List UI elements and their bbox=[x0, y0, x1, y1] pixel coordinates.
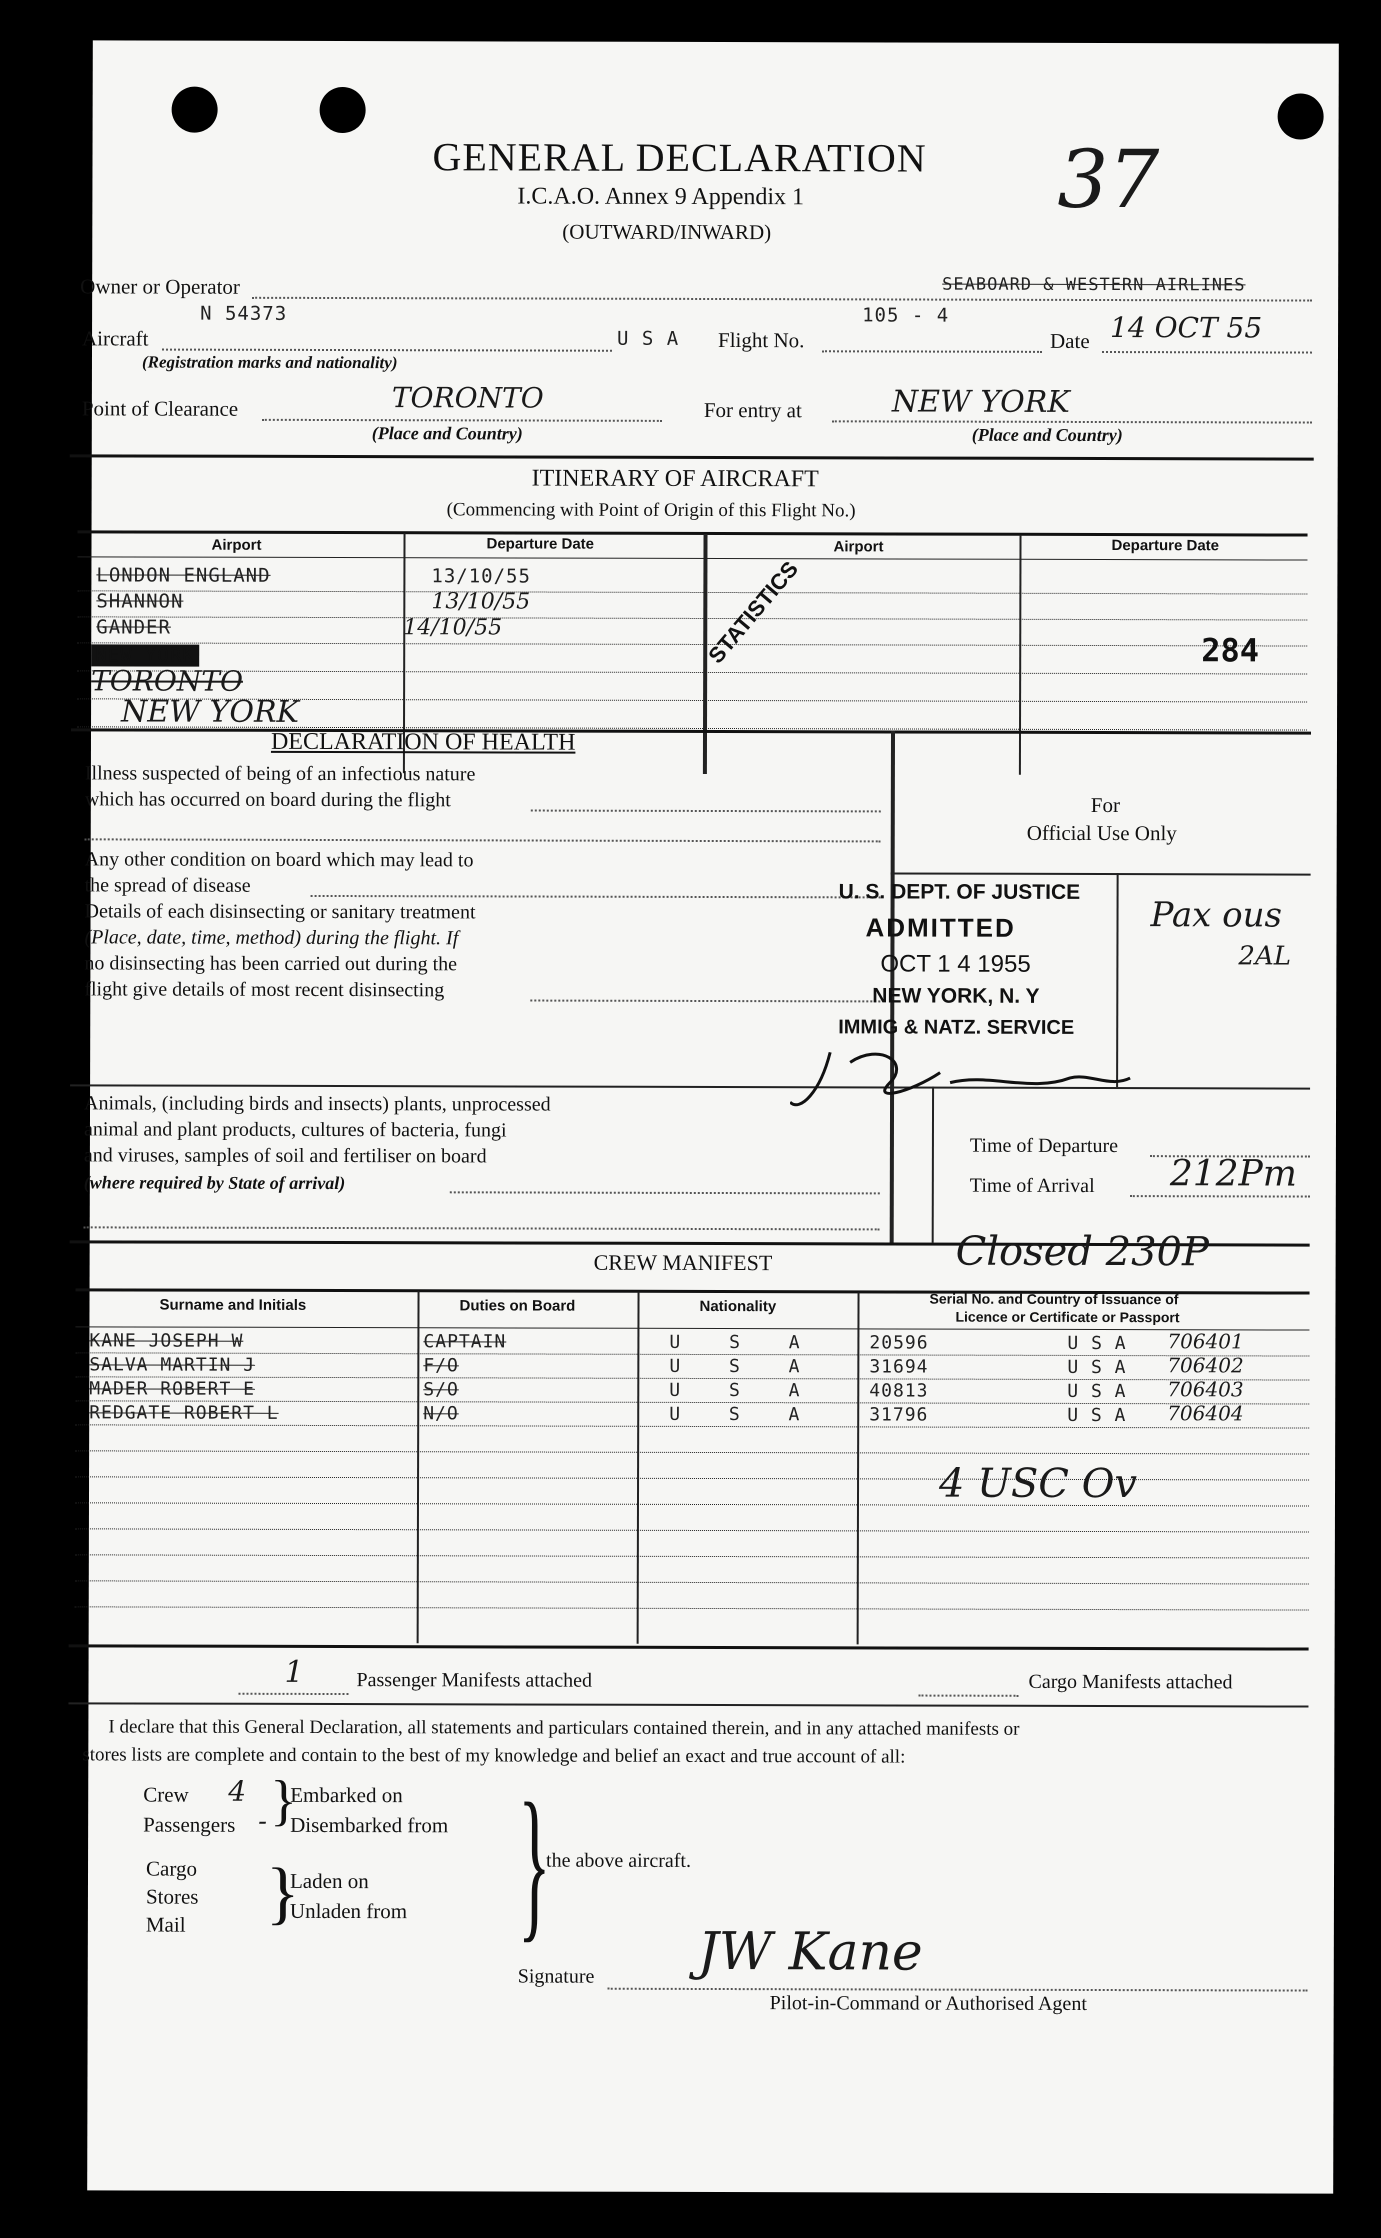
crew-serial-4: 31796 bbox=[869, 1404, 929, 1426]
flight-label: Flight No. bbox=[718, 328, 805, 353]
form-title: GENERAL DECLARATION bbox=[432, 134, 927, 181]
signature-label: Signature bbox=[517, 1965, 595, 1988]
above-aircraft-label: the above aircraft. bbox=[546, 1849, 692, 1872]
health-q1-line2: which has occurred on board during the flight bbox=[84, 788, 451, 812]
crew-nat-2: U S A bbox=[669, 1355, 801, 1378]
official-hand-note-2: 2AL bbox=[1238, 941, 1292, 972]
health-q1-dots-2 bbox=[85, 838, 881, 842]
unladen-label: Unladen from bbox=[289, 1898, 408, 1924]
disembarked-label: Disembarked from bbox=[290, 1812, 449, 1838]
health-q1-dots bbox=[531, 810, 881, 813]
col-airport-1: Airport bbox=[211, 536, 262, 554]
itin-airport-6: NEW YORK bbox=[121, 694, 300, 730]
itin-row-rule-1 bbox=[77, 556, 1307, 560]
cargo-manifest-label: Cargo Manifests attached bbox=[1028, 1670, 1233, 1694]
crew-divider-2 bbox=[637, 1292, 640, 1644]
itin-date-3: 14/10/55 bbox=[403, 615, 503, 641]
crew-title: CREW MANIFEST bbox=[593, 1249, 773, 1276]
health-q4-line3: and viruses, samples of soil and fertiliser on board bbox=[83, 1144, 487, 1168]
crew-count-label: Crew bbox=[143, 1782, 189, 1807]
clearance-label: Point of Clearance bbox=[81, 396, 239, 421]
crew-duty-4: N/O bbox=[423, 1403, 459, 1425]
itin-date-1: 13/10/55 bbox=[431, 565, 531, 588]
itin-row-rule-4 bbox=[77, 642, 1307, 646]
owner-dots bbox=[252, 297, 1312, 302]
crew-serial-3: 40813 bbox=[869, 1380, 929, 1402]
itinerary-top-rule bbox=[70, 454, 1314, 460]
crew-nat-4: U S A bbox=[669, 1403, 801, 1426]
crew-hand-total: 4 USC Ov bbox=[938, 1460, 1138, 1508]
cargo-count-dots bbox=[918, 1695, 1018, 1697]
embarked-label: Embarked on bbox=[290, 1782, 403, 1808]
arrival-dots bbox=[1130, 1195, 1310, 1197]
date-value: 14 OCT 55 bbox=[1110, 311, 1263, 345]
official-hand-note-1: Pax ous bbox=[1150, 895, 1283, 936]
health-q4-line2: animal and plant products, cultures of bacteria, fungi bbox=[83, 1118, 507, 1142]
col-date-2: Departure Date bbox=[1111, 537, 1220, 555]
official-rule bbox=[891, 872, 1311, 875]
crew-name-3: MADER ROBERT E bbox=[89, 1378, 256, 1400]
punch-hole-left-1 bbox=[172, 87, 218, 133]
crew-nat-1: U S A bbox=[669, 1331, 801, 1354]
registration-note: (Registration marks and nationality) bbox=[141, 352, 398, 373]
crew-row-rule-9 bbox=[75, 1554, 1309, 1558]
entry-label: For entry at bbox=[703, 397, 802, 423]
health-q3-line4: flight give details of most recent disinsecting bbox=[84, 978, 445, 1002]
itin-airport-3: GANDER bbox=[96, 616, 171, 639]
itin-airport-5: TORONTO bbox=[91, 664, 243, 698]
health-q4-line4: (where required by State of arrival) bbox=[83, 1172, 346, 1194]
date-dots bbox=[1102, 351, 1312, 354]
health-q4-dots-2 bbox=[84, 1226, 880, 1230]
pilot-label: Pilot-in-Command or Authorised Agent bbox=[769, 1992, 1087, 2015]
passenger-count: 1 bbox=[284, 1654, 304, 1690]
brace-crew: } bbox=[270, 1769, 298, 1832]
crew-hand-3: 706403 bbox=[1167, 1377, 1244, 1402]
crew-hand-4: 706404 bbox=[1167, 1401, 1244, 1426]
itinerary-subtitle: (Commencing with Point of Origin of this Flight No.) bbox=[446, 499, 856, 522]
crew-nat-3: U S A bbox=[669, 1379, 801, 1402]
arrival-value: 212Pm bbox=[1169, 1153, 1297, 1195]
time-box-divider bbox=[932, 1087, 934, 1243]
aircraft-value: N 54373 bbox=[200, 302, 288, 325]
official-label-2: Official Use Only bbox=[1026, 820, 1177, 846]
health-q4-dots bbox=[450, 1191, 880, 1194]
form-direction: (OUTWARD/INWARD) bbox=[562, 219, 772, 245]
itin-date-2: 13/10/55 bbox=[431, 589, 531, 615]
health-q2-line2: the spread of disease bbox=[84, 874, 251, 897]
stamp-line-1: U. S. DEPT. OF JUSTICE bbox=[838, 880, 1081, 904]
crew-duty-3: S/O bbox=[423, 1379, 459, 1401]
passenger-count-dots bbox=[238, 1693, 348, 1695]
closed-note: Closed 230P bbox=[955, 1228, 1209, 1276]
itinerary-number: 284 bbox=[1201, 631, 1260, 670]
crew-hand-1: 706401 bbox=[1167, 1329, 1244, 1354]
manifests-top-rule bbox=[69, 1644, 1309, 1650]
punch-hole-right bbox=[1278, 93, 1324, 139]
passengers-count-value: - bbox=[258, 1806, 267, 1837]
itin-row-rule-3 bbox=[77, 616, 1307, 620]
col-date-1: Departure Date bbox=[486, 535, 595, 553]
crew-country-3: U S A bbox=[1067, 1380, 1127, 1403]
official-label-1: For bbox=[1090, 792, 1121, 818]
place-note-clearance: (Place and Country) bbox=[371, 423, 523, 444]
crew-col-serial-1: Serial No. and Country of Issuance of bbox=[929, 1290, 1179, 1308]
crew-count-value: 4 bbox=[228, 1774, 247, 1808]
arrival-label: Time of Arrival bbox=[969, 1174, 1095, 1197]
crew-serial-2: 31694 bbox=[869, 1356, 929, 1378]
crew-col-nationality: Nationality bbox=[699, 1297, 777, 1316]
crew-hand-2: 706402 bbox=[1167, 1353, 1244, 1378]
laden-label: Laden on bbox=[289, 1868, 369, 1894]
health-q4-line1: Animals, (including birds and insects) plants, unprocessed bbox=[84, 1092, 551, 1116]
mail-label: Mail bbox=[145, 1912, 186, 1937]
crew-name-2: SALVA MARTIN J bbox=[89, 1354, 256, 1376]
crew-col-duties: Duties on Board bbox=[459, 1297, 576, 1315]
crew-col-serial-2: Licence or Certificate or Passport bbox=[955, 1308, 1180, 1326]
passenger-manifest-label: Passenger Manifests attached bbox=[356, 1669, 593, 1692]
signature-value: JW Kane bbox=[697, 1921, 923, 1983]
itin-divider-3 bbox=[1019, 535, 1022, 775]
col-airport-2: Airport bbox=[833, 538, 884, 556]
health-title: DECLARATION OF HEALTH bbox=[270, 728, 576, 756]
manifests-bottom-rule bbox=[68, 1702, 1308, 1707]
owner-value: SEABOARD & WESTERN AIRLINES bbox=[942, 274, 1246, 296]
date-label: Date bbox=[1050, 328, 1090, 353]
declaration-sheet bbox=[80, 40, 1339, 2193]
health-q2-dots bbox=[311, 895, 881, 898]
nationality-value: U S A bbox=[617, 327, 680, 350]
health-q3-dots bbox=[530, 1000, 880, 1003]
flight-value: 105 - 4 bbox=[862, 304, 950, 327]
entry-dots bbox=[832, 420, 1312, 423]
crew-country-2: U S A bbox=[1067, 1356, 1127, 1379]
official-scribble bbox=[790, 1032, 1210, 1123]
health-q3-line2: (Place, date, time, method) during the flight. If bbox=[84, 926, 459, 950]
statistics-stamp: STATISTICS bbox=[703, 556, 803, 669]
declaration-text-1: I declare that this General Declaration, all statements and particulars contained therein, and in any attached manifests or bbox=[108, 1716, 1020, 1740]
stamp-line-4: NEW YORK, N. Y bbox=[872, 984, 1040, 1008]
form-subtitle: I.C.A.O. Annex 9 Appendix 1 bbox=[517, 183, 805, 211]
crew-col-surname: Surname and Initials bbox=[159, 1296, 307, 1314]
crew-subheader-rule bbox=[75, 1326, 1309, 1330]
health-q3-line3: no disinsecting has been carried out during the bbox=[84, 952, 458, 976]
crew-divider-1 bbox=[417, 1291, 420, 1643]
place-note-entry: (Place and Country) bbox=[971, 424, 1123, 446]
clearance-value: TORONTO bbox=[391, 381, 544, 415]
crew-duty-1: CAPTAIN bbox=[423, 1331, 507, 1353]
itinerary-header-rule bbox=[78, 530, 1308, 536]
itinerary-title: ITINERARY OF AIRCRAFT bbox=[531, 465, 819, 493]
crew-row-rule-8 bbox=[75, 1528, 1309, 1532]
crew-name-1: KANE JOSEPH W bbox=[89, 1330, 244, 1352]
crew-row-rule-10 bbox=[75, 1580, 1309, 1584]
health-q2-line1: Any other condition on board which may lead to bbox=[84, 848, 474, 872]
crew-duty-2: F/O bbox=[423, 1355, 459, 1377]
clearance-dots bbox=[262, 419, 662, 422]
itin-airport-1: LONDON ENGLAND bbox=[96, 564, 271, 587]
health-q3-line1: Details of each disinsecting or sanitary treatment bbox=[84, 900, 476, 924]
declaration-text-2: stores lists are complete and contain to the best of my knowledge and belief an exact and true account of all: bbox=[82, 1744, 906, 1768]
owner-label: Owner or Operator bbox=[80, 274, 240, 299]
aircraft-dots bbox=[162, 349, 612, 352]
page-mark: 37 bbox=[1057, 132, 1160, 227]
stamp-line-3: OCT 1 4 1955 bbox=[880, 950, 1031, 978]
itin-airport-4: NEW YORK bbox=[91, 644, 199, 666]
crew-country-1: U S A bbox=[1067, 1332, 1127, 1355]
departure-label: Time of Departure bbox=[969, 1134, 1119, 1158]
entry-value: NEW YORK bbox=[891, 384, 1070, 420]
cargo-label: Cargo bbox=[145, 1856, 198, 1881]
brace-cargo: } bbox=[265, 1854, 300, 1932]
brace-main: } bbox=[517, 1768, 551, 1957]
crew-row-rule-5 bbox=[75, 1450, 1309, 1454]
crew-divider-3 bbox=[857, 1292, 860, 1644]
crew-row-rule-11 bbox=[75, 1606, 1309, 1610]
signature-dots bbox=[608, 1988, 1308, 1992]
stores-label: Stores bbox=[145, 1884, 199, 1909]
stamp-line-2: ADMITTED bbox=[865, 912, 1016, 943]
crew-country-4: U S A bbox=[1067, 1404, 1127, 1427]
itin-row-rule-5 bbox=[77, 670, 1307, 674]
punch-hole-left-2 bbox=[320, 87, 366, 133]
flight-dots bbox=[822, 350, 1042, 353]
health-q1-line1: Illness suspected of being of an infectious nature bbox=[84, 762, 476, 786]
itin-row-rule-2 bbox=[77, 590, 1307, 594]
passengers-count-label: Passengers bbox=[143, 1812, 236, 1837]
crew-serial-1: 20596 bbox=[869, 1332, 929, 1354]
stamp-line-5: IMMIG & NATZ. SERVICE bbox=[838, 1016, 1075, 1039]
crew-name-4: REDGATE ROBERT L bbox=[89, 1402, 279, 1424]
aircraft-label: Aircraft bbox=[82, 326, 149, 351]
itin-airport-2: SHANNON bbox=[96, 590, 184, 613]
